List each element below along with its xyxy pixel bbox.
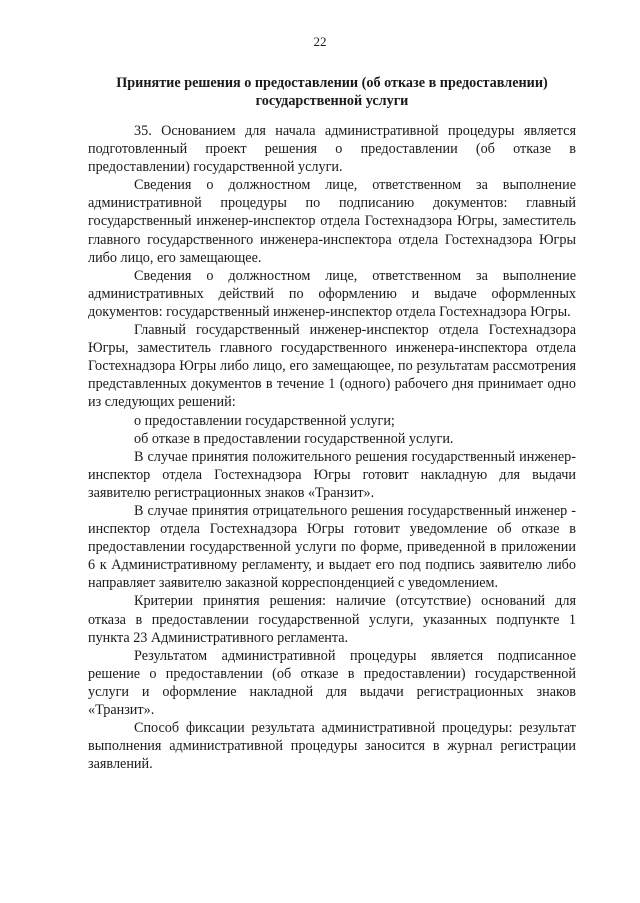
document-body — [88, 122, 576, 773]
section-title: Принятие решения о предоставлении (об отказе в предоставлении) государственной услуги — [116, 75, 548, 109]
paragraph-basis: 35. Основанием для начала административной процедуры является подготовленный проект решения о предоставлении (об отказе в предоставлении) государственной услуги. — [88, 123, 576, 176]
paragraph-option-grant: о предоставлении государственной услуги; — [134, 412, 395, 429]
paragraph-option-refuse: об отказе в предоставлении государственной услуги. — [134, 430, 454, 447]
paragraph-decision: Главный государственный инженер-инспектор отдела Гостехнадзора Югры, заместитель главного государственного инженера-инспектора отдела Гостехнадзора Югры либо лицо, его замещающее, по результатам рассмотрения представленных документов в течение 1 (одного) рабочего дня принимает одно из следующих решений: — [88, 322, 576, 411]
paragraph-criteria: Критерии принятия решения: наличие (отсутствие) оснований для отказа в предоставлении государственной услуги, указанных подпункте 1 пункта 23 Административного регламента. — [88, 593, 576, 646]
paragraph-positive-case: В случае принятия положительного решения государственный инженер-инспектор отдела Гостехнадзора Югры готовит накладную для выдачи заявителю регистрационных знаков «Транзит». — [88, 448, 576, 501]
paragraph-negative-case: В случае принятия отрицательного решения государственный инженер - инспектор отдела Гостехнадзора Югры готовит уведомление об отказе в предоставлении государственной услуги по форме, приведенной в приложении 6 к Административному регламенту, и выдает его под подпись заявителю либо направляет заявителю заказной корреспонденцией с уведомлением. — [88, 502, 576, 592]
paragraph-issuing-official: Сведения о должностном лице, ответственном за выполнение административных действий по оформлению и выдаче оформленных документов: государственный инженер-инспектор отдела Гостехнадзора Югры. — [88, 267, 576, 320]
paragraph-signing-official: Сведения о должностном лице, ответственном за выполнение административной процедуры по подписанию документов: главный государственный инженер-инспектор отдела Гостехнадзора Югры, заместитель главного государственного инженера-инспектора отдела Гостехнадзора Югры либо лицо, его замещающее. — [88, 177, 576, 266]
page-number: 22 — [313, 34, 327, 49]
paragraph-result: Результатом административной процедуры является подписанное решение о предоставлении (об отказе в предоставлении) государственной услуги и оформление накладной для выдачи регистрационных знаков «Транзит». — [88, 647, 576, 718]
paragraph-fixation: Способ фиксации результата административной процедуры: результат выполнения административной процедуры заносится в журнал регистрации заявлений. — [88, 720, 576, 773]
